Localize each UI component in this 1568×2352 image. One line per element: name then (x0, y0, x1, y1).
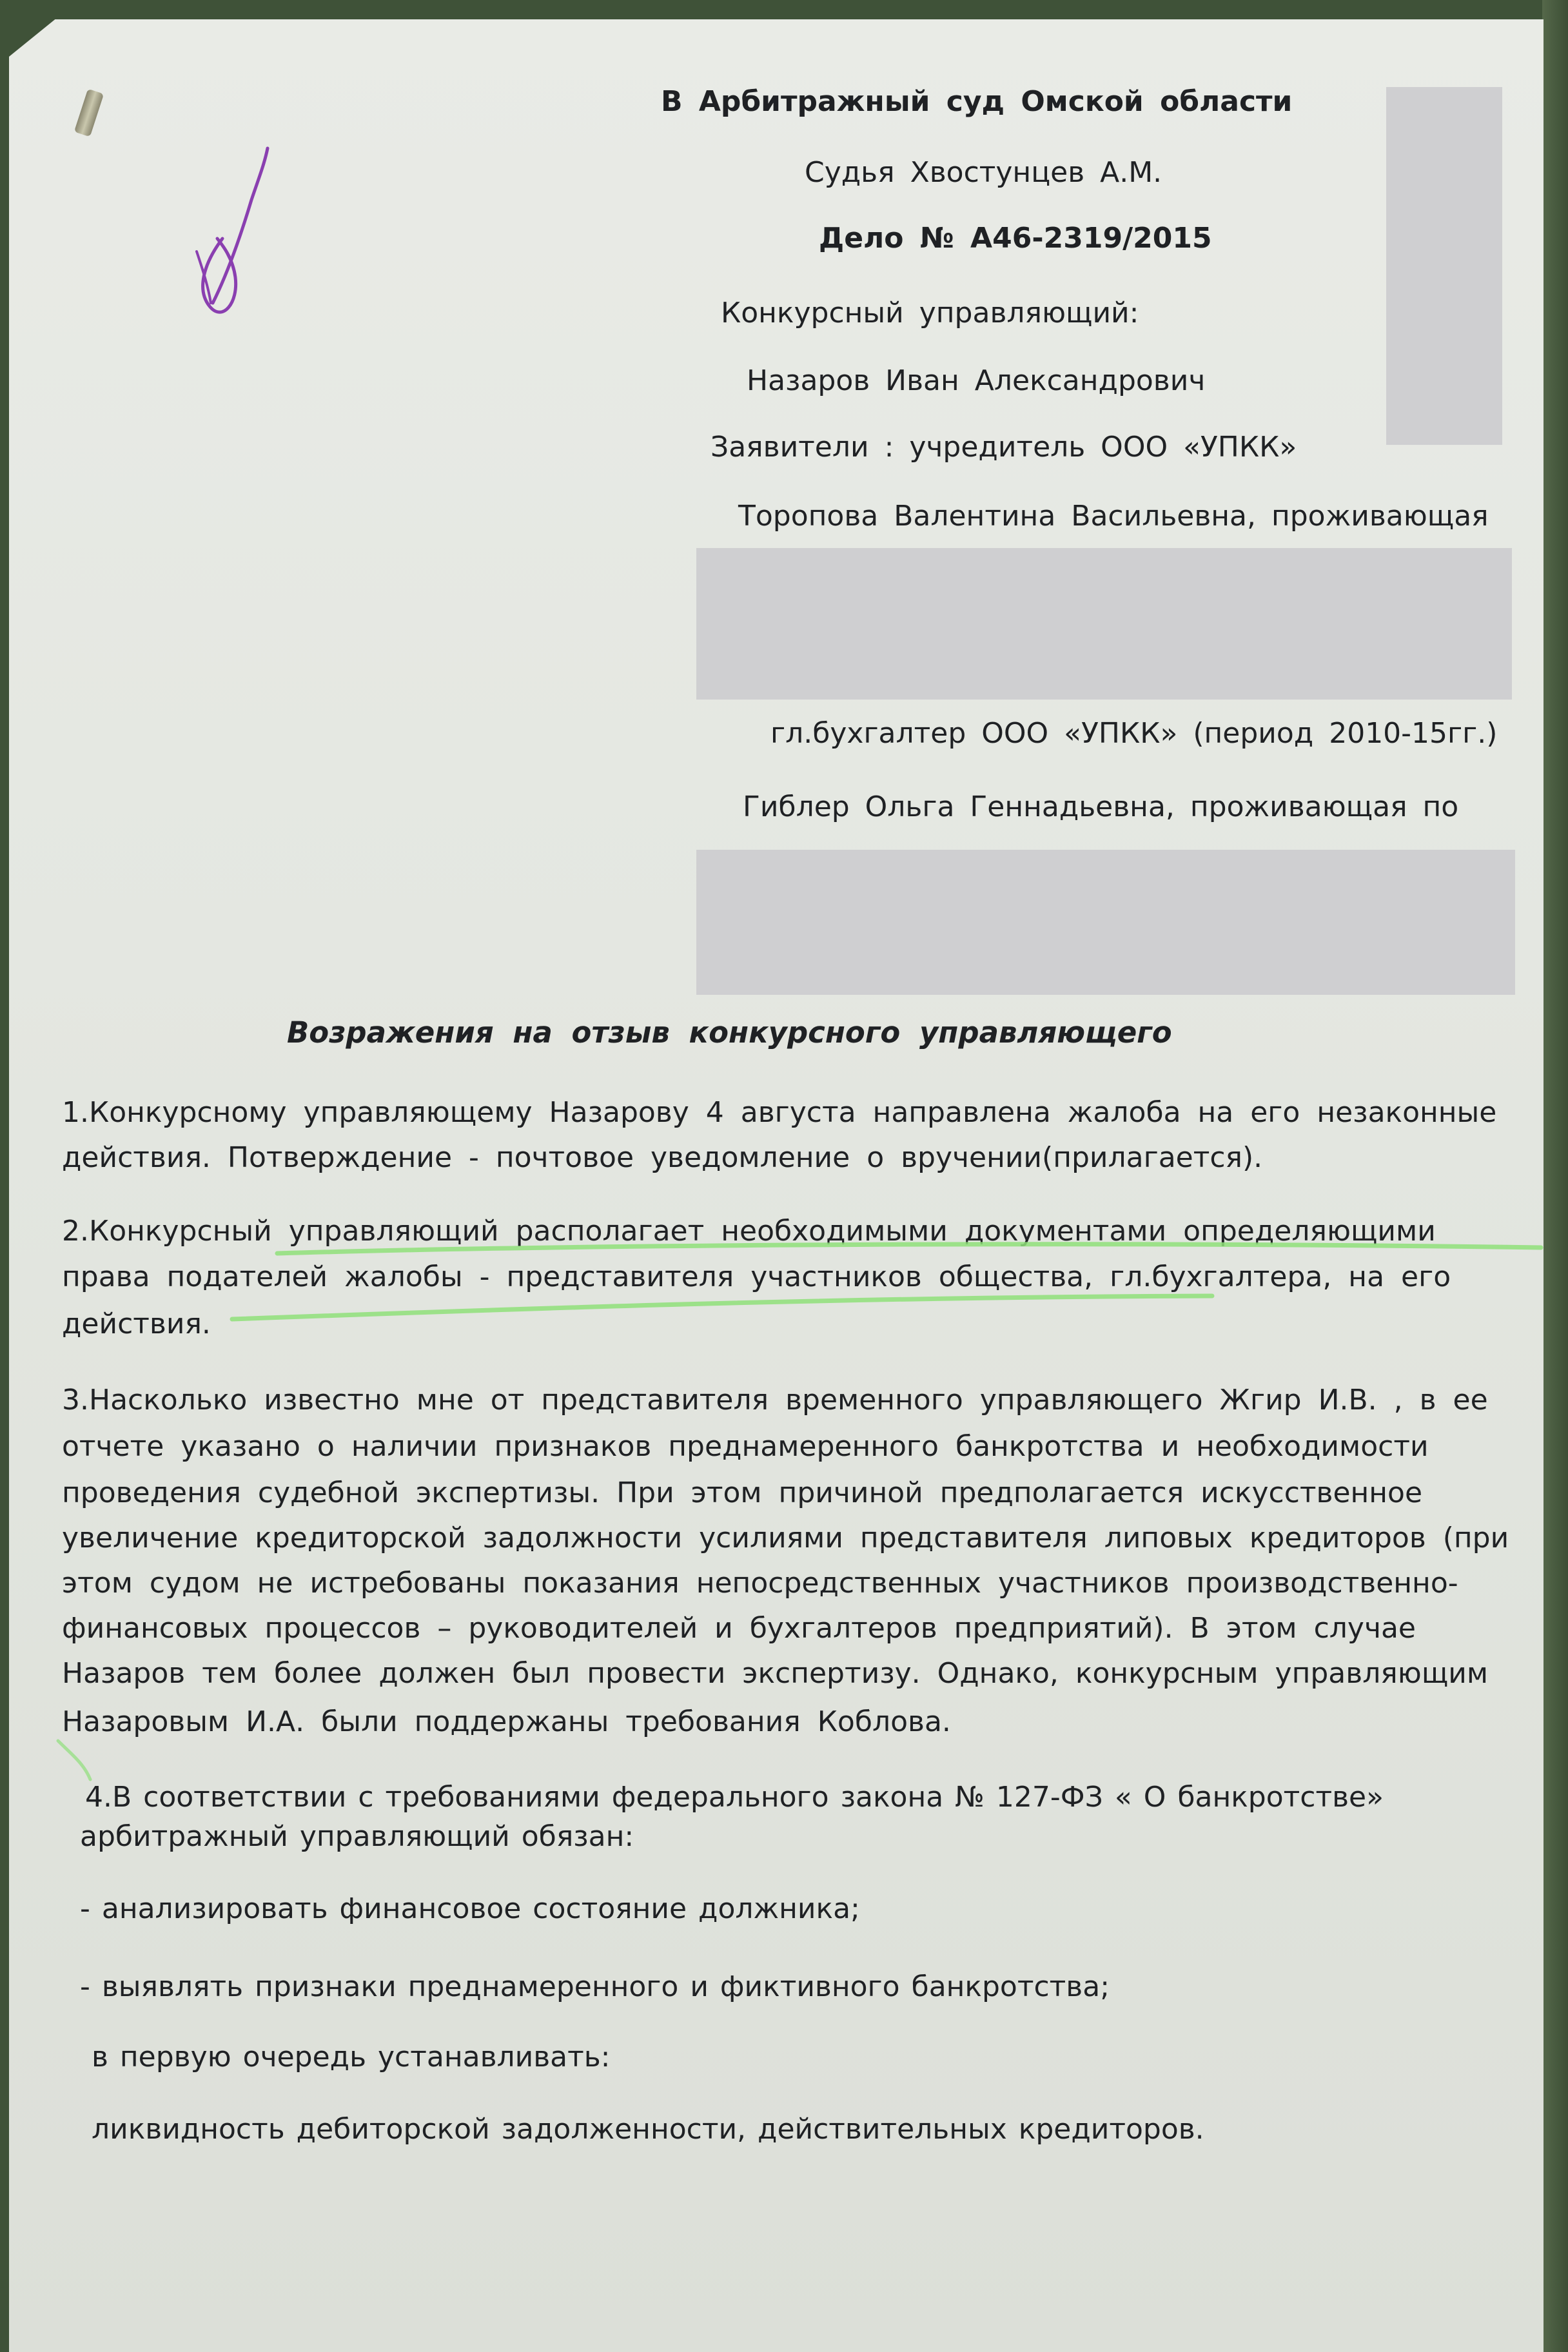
paragraph-3-line: этом судом не истребованы показания непосредственных участников производственно- (62, 1567, 1458, 1600)
paragraph-3-line: 3.Насколько известно мне от представителя временного управляющего Жгир И.В. , в ее (62, 1384, 1488, 1416)
paragraph-4-list-item: - анализировать финансовое состояние должника; (80, 1892, 860, 1925)
paragraph-2-line: 2.Конкурсный управляющий располагает необходимыми документами определяющими (62, 1215, 1436, 1248)
case-number: Дело № А46-2319/2015 (819, 222, 1212, 255)
paragraph-4-line: арбитражный управляющий обязан: (80, 1820, 634, 1853)
paragraph-4-line: 4.В соответствии с требованиями федерального закона № 127-ФЗ « О банкротстве» (85, 1781, 1384, 1814)
paragraph-3-line: проведения судебной экспертизы. При этом причиной предполагается искусственное (62, 1476, 1423, 1509)
paragraph-3-line: отчете указано о наличии признаков преднамеренного банкротства и необходимости (62, 1430, 1429, 1463)
table-surface (1542, 0, 1568, 2352)
paragraph-4-line: ликвидность дебиторской задолженности, действительных кредиторов. (92, 2113, 1204, 2146)
court-addressee: В Арбитражный суд Омской области (661, 85, 1293, 118)
paragraph-3-line: Назаров тем более должен был провести экспертизу. Однако, конкурсным управляющим (62, 1657, 1489, 1690)
paragraph-4-line: в первую очередь устанавливать: (92, 2041, 611, 2073)
judge-name: Судья Хвостунцев А.М. (805, 156, 1162, 189)
handwritten-signature (177, 142, 280, 335)
paragraph-4-list-item: - выявлять признаки преднамеренного и фиктивного банкротства; (80, 1970, 1110, 2003)
paragraph-2-line: права подателей жалобы - представителя участников общества, гл.бухгалтера, на его (62, 1260, 1451, 1293)
paragraph-1-line: действия. Потверждение - почтовое уведомление о вручении(прилагается). (62, 1141, 1263, 1174)
document-title: Возражения на отзыв конкурсного управляющего (287, 1015, 1172, 1050)
redaction-block (696, 548, 1512, 700)
applicant-2-role: гл.бухгалтер ООО «УПКК» (период 2010-15гг.) (770, 717, 1498, 750)
paragraph-3-line: Назаровым И.А. были поддержаны требования Коблова. (62, 1705, 951, 1738)
paragraph-1-line: 1.Конкурсному управляющему Назарову 4 августа направлена жалоба на его незаконные (62, 1096, 1497, 1129)
paragraph-3-line: увеличение кредиторской задолжности усилиями представителя липовых кредиторов (при (62, 1522, 1509, 1554)
paragraph-2-line: действия. (62, 1308, 211, 1340)
redaction-block (1386, 87, 1502, 445)
redaction-block (696, 850, 1515, 995)
applicants-line: Заявители : учредитель ООО «УПКК» (710, 431, 1297, 464)
paragraph-3-line: финансовых процессов – руководителей и бухгалтеров предприятий). В этом случае (62, 1612, 1416, 1645)
applicant-2: Гиблер Ольга Геннадьевна, проживающая по (743, 790, 1459, 823)
manager-name: Назаров Иван Александрович (747, 364, 1206, 397)
manager-label: Конкурсный управляющий: (721, 297, 1139, 329)
applicant-1: Торопова Валентина Васильевна, проживающая (738, 500, 1489, 533)
